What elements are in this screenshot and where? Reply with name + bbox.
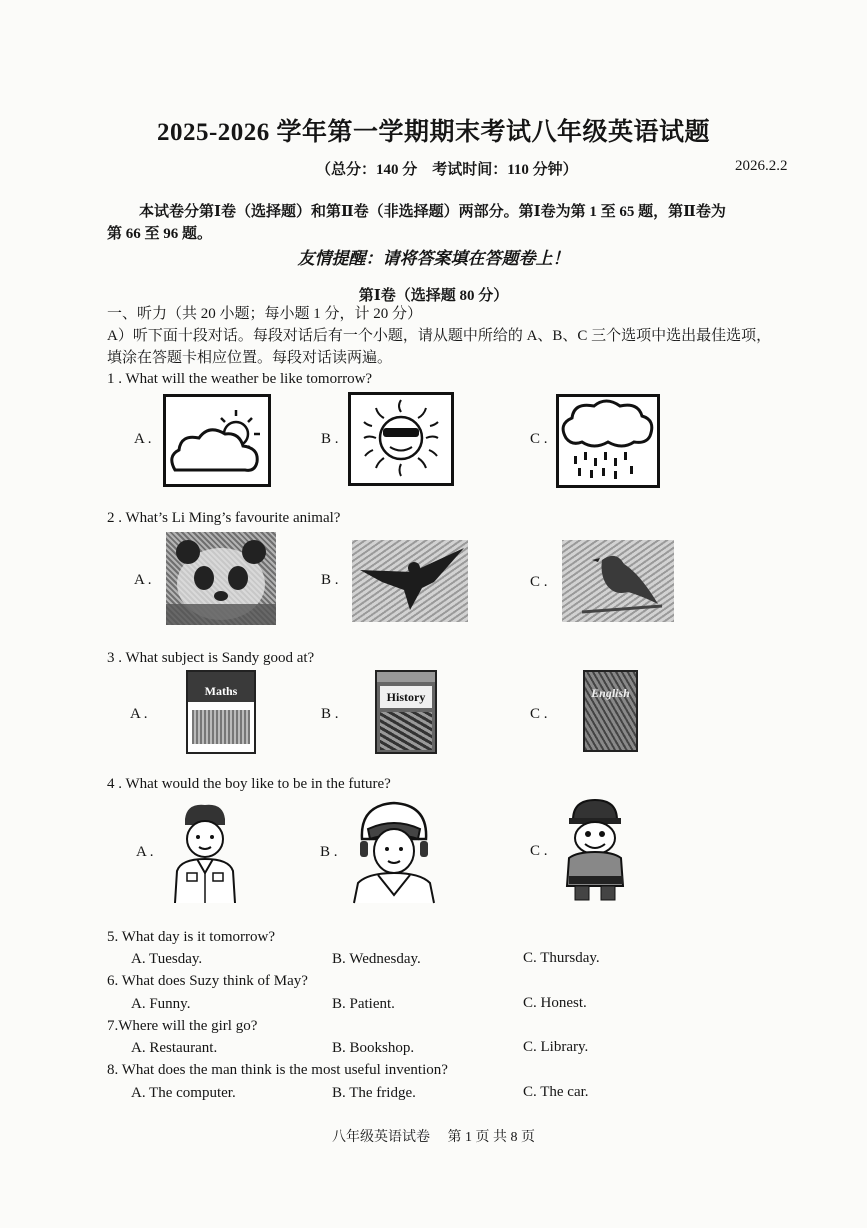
q2-option-b-label: B .	[321, 572, 339, 588]
eagle-photo[interactable]	[352, 540, 468, 622]
history-book-title: History	[380, 686, 432, 708]
english-book-title: English	[591, 686, 630, 700]
pilot-image[interactable]	[348, 799, 440, 910]
q3-option-a-label: A .	[130, 706, 148, 722]
answer-hint: 友情提醒：请将答案填在答题卷上！	[297, 249, 570, 268]
q3-option-b-label: B .	[321, 706, 339, 722]
question-4-text: 4 . What would the boy like to be in the future?	[107, 776, 391, 792]
q5-option-a[interactable]: A. Tuesday.	[131, 951, 203, 967]
page-footer: 八年级英语试卷 第 1 页 共 8 页	[332, 1130, 535, 1145]
q7-option-c[interactable]: C. Library.	[523, 1039, 589, 1055]
question-5-text: 5. What day is it tomorrow?	[107, 929, 276, 945]
q4-option-c-label: C .	[530, 843, 548, 859]
q8-option-c[interactable]: C. The car.	[523, 1084, 589, 1100]
english-book-cover[interactable]	[583, 670, 638, 752]
soldier-image[interactable]	[167, 801, 242, 910]
q1-option-c-label: C .	[530, 431, 548, 447]
maths-book-title: Maths	[204, 684, 238, 698]
intro-line-2: 第 66 至 96 题。	[107, 226, 213, 242]
bird-photo[interactable]	[562, 540, 674, 622]
rainy-weather-image[interactable]	[556, 394, 660, 493]
q8-option-a[interactable]: A. The computer.	[131, 1085, 236, 1101]
question-3-text: 3 . What subject is Sandy good at?	[107, 650, 315, 666]
maths-book-cover[interactable]	[186, 670, 256, 754]
q7-option-b[interactable]: B. Bookshop.	[332, 1040, 415, 1056]
q1-option-a-label: A .	[134, 431, 152, 447]
q6-option-a[interactable]: A. Funny.	[131, 996, 191, 1012]
question-7-text: 7.Where will the girl go?	[107, 1018, 258, 1034]
q6-option-c[interactable]: C. Honest.	[523, 995, 587, 1011]
q6-option-b[interactable]: B. Patient.	[332, 996, 395, 1012]
listening-instruction-line-2: 填涂在答题卡相应位置。每段对话读两遍。	[107, 350, 393, 366]
q1-option-b-label: B .	[321, 431, 339, 447]
q7-option-a[interactable]: A. Restaurant.	[131, 1040, 218, 1056]
q3-option-c-label: C .	[530, 706, 548, 722]
q4-option-b-label: B .	[320, 844, 338, 860]
q5-option-b[interactable]: B. Wednesday.	[332, 951, 421, 967]
exam-date: 2026.2.2	[735, 158, 788, 174]
q4-option-a-label: A .	[136, 844, 154, 860]
exam-title: 2025-2026 学年第一学期期末考试八年级英语试题	[156, 119, 711, 146]
q2-option-c-label: C .	[530, 574, 548, 590]
builder-image[interactable]	[555, 796, 635, 909]
q8-option-b[interactable]: B. The fridge.	[332, 1085, 416, 1101]
question-2-text: 2 . What’s Li Ming’s favourite animal?	[107, 510, 341, 526]
history-book-cover[interactable]	[375, 670, 437, 754]
panda-photo[interactable]	[166, 532, 276, 625]
question-8-text: 8. What does the man think is the most useful invention?	[107, 1062, 448, 1078]
score-time-info: （总分：140 分 考试时间：110 分钟）	[316, 162, 578, 178]
listening-instruction-line-1: A）听下面十段对话。每段对话后有一个小题，请从题中所给的 A、B、C 三个选项中选出最佳选项，	[107, 328, 772, 344]
question-1-text: 1 . What will the weather be like tomorrow?	[107, 371, 373, 387]
question-6-text: 6. What does Suzy think of May?	[107, 973, 308, 989]
part1-title: 第Ⅰ卷（选择题 80 分）	[358, 288, 509, 304]
q2-option-a-label: A .	[134, 572, 152, 588]
listening-section-title: 一、听力（共 20 小题；每小题 1 分，计 20 分）	[107, 306, 423, 322]
q5-option-c[interactable]: C. Thursday.	[523, 950, 600, 966]
cloudy-weather-image[interactable]	[163, 394, 271, 492]
sunny-weather-image[interactable]	[348, 392, 454, 491]
intro-line-1: 本试卷分第Ⅰ卷（选择题）和第Ⅱ卷（非选择题）两部分。第Ⅰ卷为第 1 至 65 题，第Ⅱ卷为	[139, 204, 726, 220]
